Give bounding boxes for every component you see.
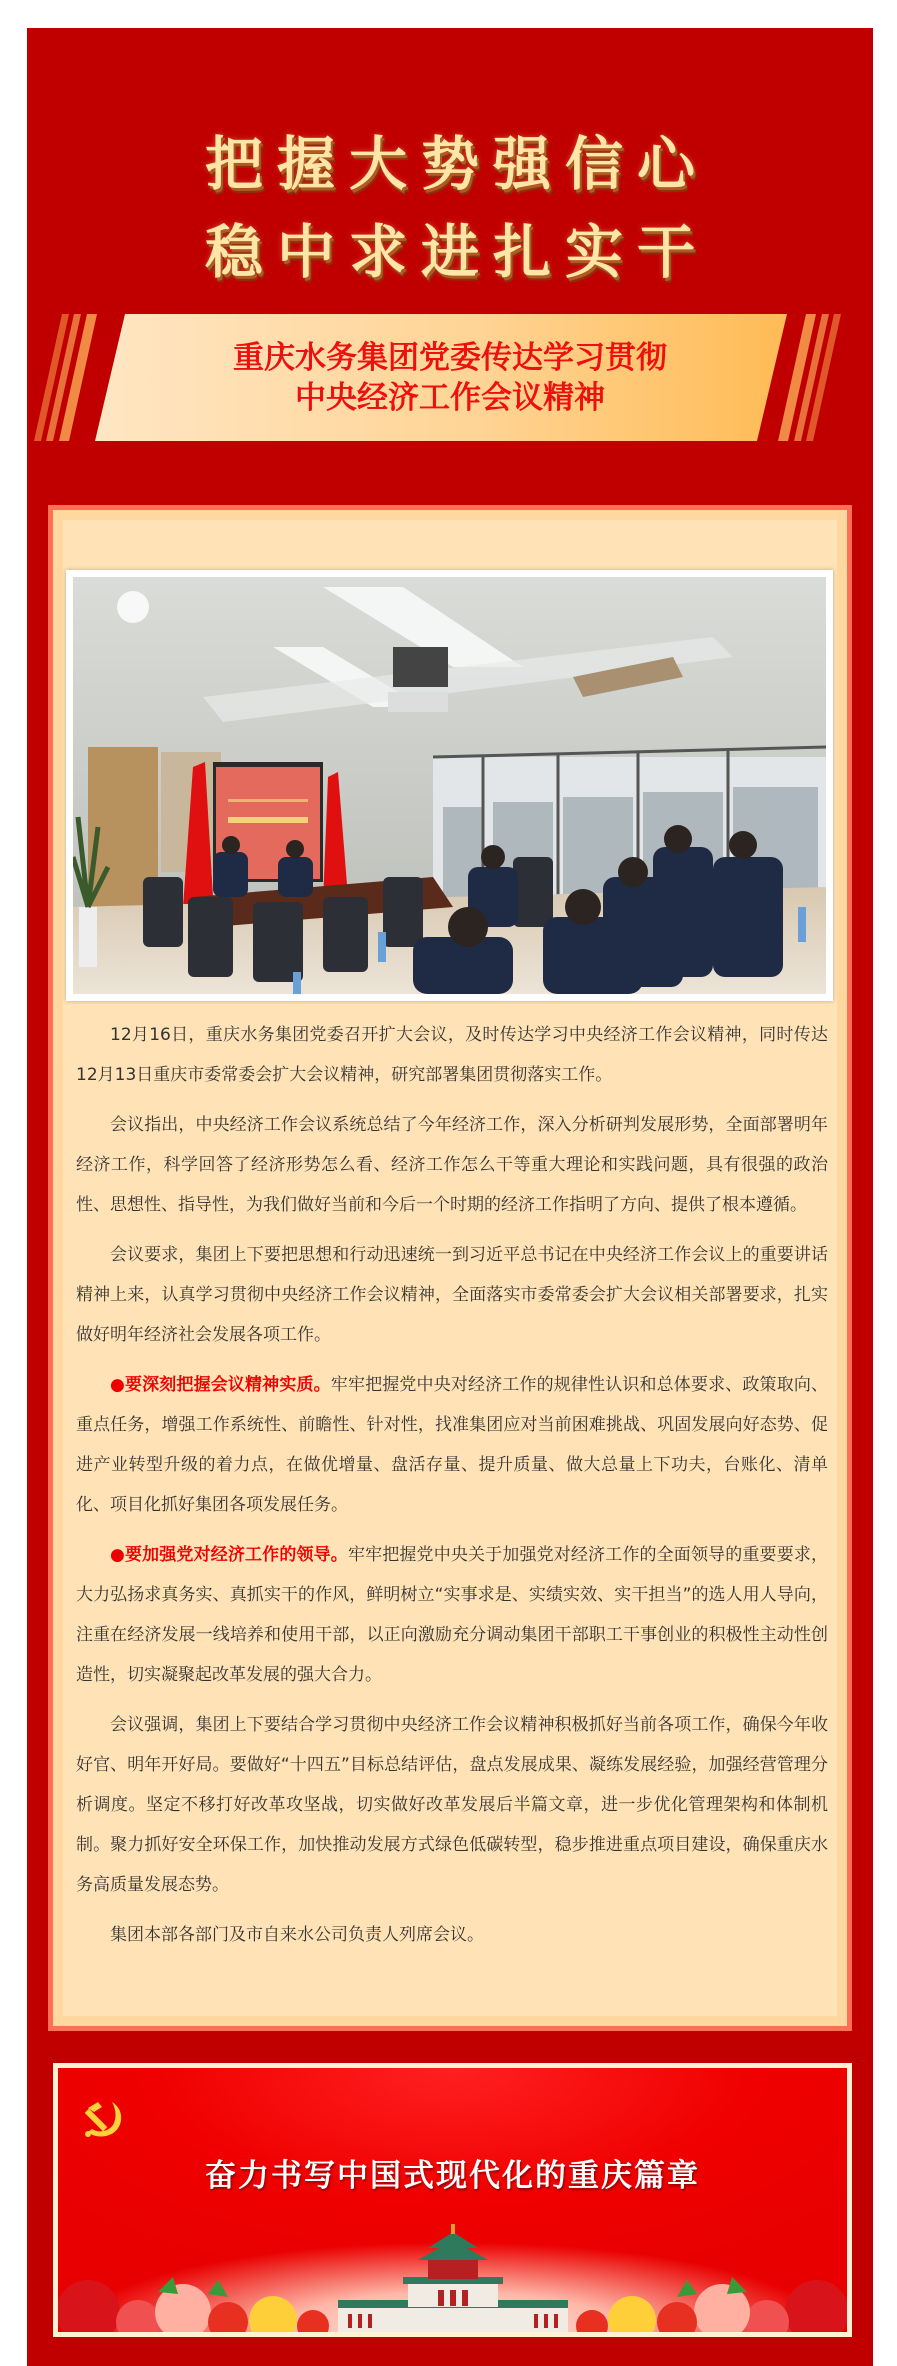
great-hall-and-peonies-illustration	[58, 2222, 847, 2332]
paragraph: 12月16日，重庆水务集团党委召开扩大会议，及时传达学习中央经济工作会议精神，同时传达12月13日重庆市委常委会扩大会议精神，研究部署集团贯彻落实工作。	[76, 1025, 828, 1085]
paragraph: 集团本部各部门及市自来水公司负责人列席会议。	[110, 1925, 484, 1945]
point-heading: ●要深刻把握会议精神实质。	[110, 1375, 331, 1395]
footer-title: 奋力书写中国式现代化的重庆篇章	[205, 2158, 700, 2194]
article-panel	[48, 505, 852, 2031]
footer-banner	[53, 2063, 852, 2337]
meeting-photo	[66, 570, 833, 1001]
headline-line-2: 稳中求进扎实干	[204, 218, 709, 286]
hammer-sickle-icon	[82, 2098, 126, 2142]
paragraph-point-1: ●要深刻把握会议精神实质。牢牢把握党中央对经济工作的规律性认识和总体要求、政策取向、重点任务，增强工作系统性、前瞻性、针对性，找准集团应对当前困难挑战、巩固发展向好态势、促进产业转型升级的着力点，在做优增量、盘活存量、提升质量、做大总量上下功夫，台账化、清单化、项目化抓好集团各项发展任务。	[76, 1375, 828, 1515]
point-heading: ●要加强党对经济工作的领导。	[110, 1545, 348, 1565]
subtitle-line-1: 重庆水务集团党委传达学习贯彻	[233, 339, 667, 376]
paragraph: 会议要求，集团上下要把思想和行动迅速统一到习近平总书记在中央经济工作会议上的重要讲话精神上来，认真学习贯彻中央经济工作会议精神，全面落实市委常委会扩大会议相关部署要求，扎实做好明年经济社会发展各项工作。	[76, 1245, 828, 1345]
article-body	[76, 1015, 828, 1965]
paragraph: 会议强调，集团上下要结合学习贯彻中央经济工作会议精神积极抓好当前各项工作，确保今年收好官、明年开好局。要做好“十四五”目标总结评估，盘点发展成果、凝练发展经验，加强经营管理分析调度。坚定不移打好改革攻坚战，切实做好改革发展后半篇文章，进一步优化管理架构和体制机制。聚力抓好安全环保工作，加快推动发展方式绿色低碳转型，稳步推进重点项目建设，确保重庆水务高质量发展态势。	[76, 1715, 828, 1895]
paragraph-point-2: ●要加强党对经济工作的领导。牢牢把握党中央关于加强党对经济工作的全面领导的重要要求，大力弘扬求真务实、真抓实干的作风，鲜明树立“实事求是、实绩实效、实干担当”的选人用人导向，注重在经济发展一线培养和使用干部，以正向激励充分调动集团干部职工干事创业的积极性主动性创造性，切实凝聚起改革发展的强大合力。	[76, 1545, 828, 1685]
subtitle-banner	[27, 314, 873, 441]
subtitle-text	[27, 314, 873, 441]
headline-line-1: 把握大势强信心	[204, 130, 709, 198]
headline	[27, 120, 873, 296]
subtitle-line-2: 中央经济工作会议精神	[295, 379, 605, 416]
meeting-room-photo-image	[73, 577, 826, 994]
footer-banner-image	[58, 2068, 847, 2332]
page-frame	[27, 28, 873, 2366]
paragraph: 会议指出，中央经济工作会议系统总结了今年经济工作，深入分析研判发展形势，全面部署明年经济工作，科学回答了经济形势怎么看、经济工作怎么干等重大理论和实践问题，具有很强的政治性、思想性、指导性，为我们做好当前和今后一个时期的经济工作指明了方向、提供了根本遵循。	[76, 1115, 828, 1215]
